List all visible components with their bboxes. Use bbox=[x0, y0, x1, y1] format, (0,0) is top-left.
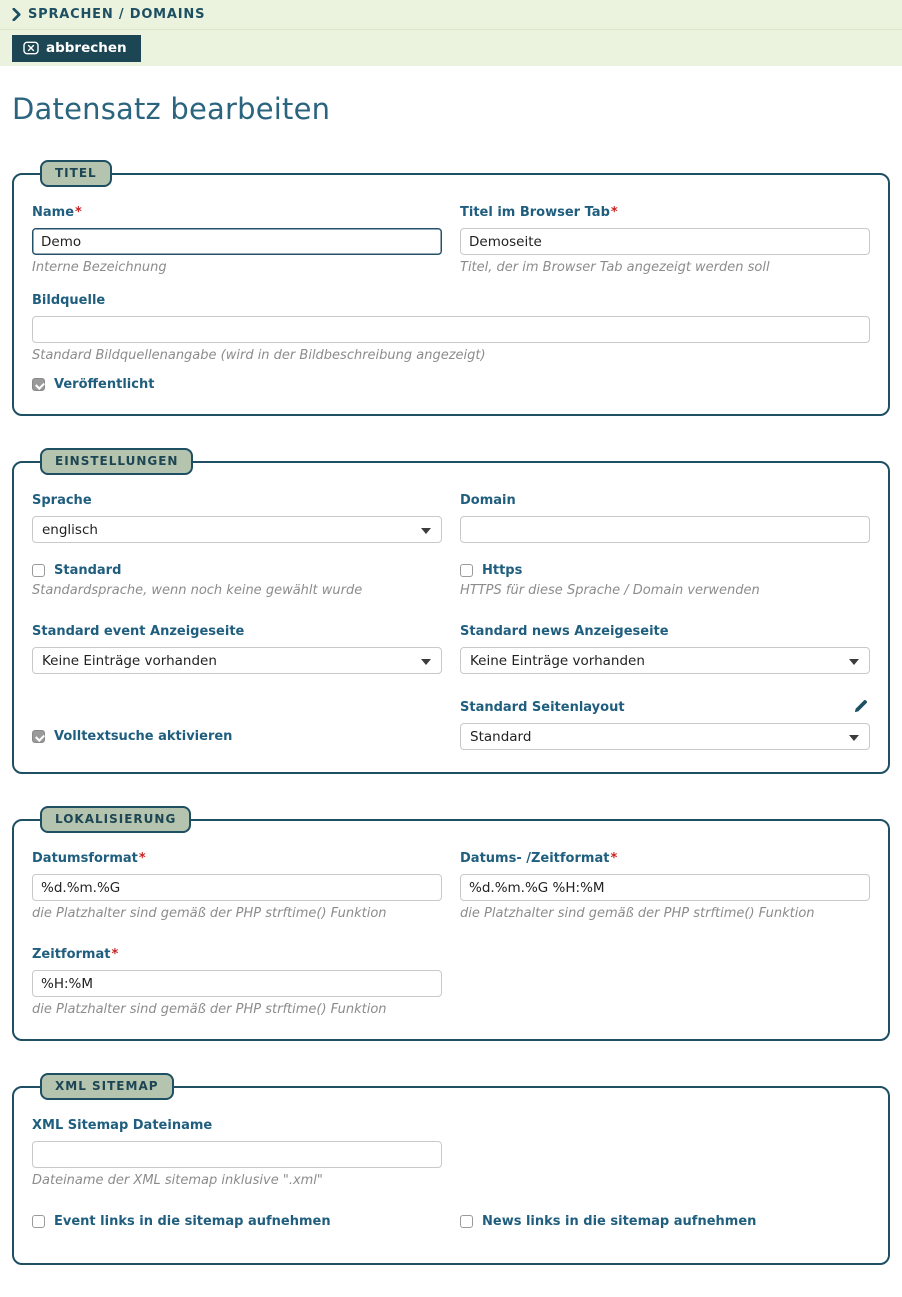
required-marker: * bbox=[75, 205, 82, 220]
datums-zeitformat-label: Datums- /Zeitformat * bbox=[460, 851, 618, 866]
browser-title-input[interactable] bbox=[460, 228, 870, 255]
cancel-button[interactable] bbox=[12, 35, 141, 62]
seitenlayout-select[interactable] bbox=[460, 723, 870, 750]
volltextsuche-checkbox-box[interactable] bbox=[32, 730, 45, 743]
standard-checkbox[interactable] bbox=[32, 563, 442, 578]
published-checkbox-box[interactable] bbox=[32, 378, 45, 391]
section-titel-legend: TITEL bbox=[40, 160, 112, 187]
sprache-select-value: englisch bbox=[42, 521, 98, 538]
section-titel bbox=[12, 160, 890, 416]
page-title: Datensatz bearbeiten bbox=[12, 92, 331, 126]
bildquelle-label: Bildquelle bbox=[32, 293, 106, 308]
datumsformat-label: Datumsformat * bbox=[32, 851, 146, 866]
section-lokalisierung-legend: LOKALISIERUNG bbox=[40, 806, 191, 833]
event-anzeigeseite-select-value: Keine Einträge vorhanden bbox=[42, 652, 217, 669]
toolbar bbox=[0, 30, 902, 66]
event-anzeigeseite-label: Standard event Anzeigeseite bbox=[32, 624, 245, 639]
published-checkbox-label: Veröffentlicht bbox=[54, 377, 155, 392]
published-checkbox[interactable] bbox=[32, 377, 870, 392]
zeitformat-label: Zeitformat * bbox=[32, 947, 119, 962]
domain-label: Domain bbox=[460, 493, 516, 508]
bildquelle-input[interactable] bbox=[32, 316, 870, 343]
xml-dateiname-label: XML Sitemap Dateiname bbox=[32, 1118, 213, 1133]
browser-title-label: Titel im Browser Tab * bbox=[460, 205, 618, 220]
volltextsuche-checkbox-label: Volltextsuche aktivieren bbox=[54, 729, 233, 744]
datumsformat-input[interactable] bbox=[32, 874, 442, 901]
news-links-checkbox-label: News links in die sitemap aufnehmen bbox=[482, 1214, 757, 1229]
news-anzeigeseite-select[interactable] bbox=[460, 647, 870, 674]
volltextsuche-checkbox[interactable] bbox=[32, 729, 232, 744]
https-note: HTTPS für diese Sprache / Domain verwenden bbox=[460, 583, 760, 598]
name-note: Interne Bezeichnung bbox=[32, 260, 167, 275]
required-marker: * bbox=[610, 205, 618, 220]
xml-dateiname-note: Dateiname der XML sitemap inklusive ".xml" bbox=[32, 1173, 323, 1188]
required-marker: * bbox=[610, 851, 618, 866]
standard-checkbox-box[interactable] bbox=[32, 564, 45, 577]
breadcrumb-label: SPRACHEN / DOMAINS bbox=[28, 7, 206, 22]
event-anzeigeseite-select[interactable] bbox=[32, 647, 442, 674]
name-input[interactable] bbox=[32, 228, 442, 255]
datumsformat-note: die Platzhalter sind gemäß der PHP strftime() Funktion bbox=[32, 906, 387, 921]
sprache-label: Sprache bbox=[32, 493, 92, 508]
zeitformat-note: die Platzhalter sind gemäß der PHP strftime() Funktion bbox=[32, 1002, 387, 1017]
breadcrumb-bar bbox=[0, 0, 902, 30]
zeitformat-input[interactable] bbox=[32, 970, 442, 997]
section-einstellungen bbox=[12, 448, 890, 774]
https-checkbox-label: Https bbox=[482, 563, 523, 578]
section-lokalisierung bbox=[12, 806, 890, 1041]
event-links-checkbox-box[interactable] bbox=[32, 1215, 45, 1228]
news-links-checkbox[interactable] bbox=[460, 1214, 870, 1229]
section-xml-sitemap-legend: XML SITEMAP bbox=[40, 1073, 174, 1100]
standard-checkbox-label: Standard bbox=[54, 563, 122, 578]
xml-dateiname-input[interactable] bbox=[32, 1141, 442, 1168]
event-links-checkbox[interactable] bbox=[32, 1214, 442, 1229]
news-links-checkbox-box[interactable] bbox=[460, 1215, 473, 1228]
cancel-x-square-icon bbox=[23, 41, 39, 55]
section-xml-sitemap bbox=[12, 1073, 890, 1265]
edit-pencil-icon[interactable] bbox=[853, 699, 868, 718]
domain-input[interactable] bbox=[460, 516, 870, 543]
sprache-select[interactable] bbox=[32, 516, 442, 543]
datums-zeitformat-note: die Platzhalter sind gemäß der PHP strftime() Funktion bbox=[460, 906, 815, 921]
event-links-checkbox-label: Event links in die sitemap aufnehmen bbox=[54, 1214, 331, 1229]
breadcrumb[interactable] bbox=[12, 7, 205, 22]
required-marker: * bbox=[111, 947, 119, 962]
name-label: Name * bbox=[32, 205, 82, 220]
chevron-right-icon bbox=[12, 8, 21, 21]
datums-zeitformat-input[interactable] bbox=[460, 874, 870, 901]
standard-note: Standardsprache, wenn noch keine gewählt wurde bbox=[32, 583, 363, 598]
section-einstellungen-legend: EINSTELLUNGEN bbox=[40, 448, 193, 475]
required-marker: * bbox=[138, 851, 146, 866]
https-checkbox[interactable] bbox=[460, 563, 870, 578]
news-anzeigeseite-label: Standard news Anzeigeseite bbox=[460, 624, 669, 639]
seitenlayout-select-value: Standard bbox=[470, 728, 532, 745]
seitenlayout-label: Standard Seitenlayout bbox=[460, 700, 625, 715]
https-checkbox-box[interactable] bbox=[460, 564, 473, 577]
news-anzeigeseite-select-value: Keine Einträge vorhanden bbox=[470, 652, 645, 669]
bildquelle-note: Standard Bildquellenangabe (wird in der Bildbeschreibung angezeigt) bbox=[32, 348, 486, 363]
browser-title-note: Titel, der im Browser Tab angezeigt werden soll bbox=[460, 260, 770, 275]
cancel-button-label: abbrechen bbox=[46, 39, 127, 56]
